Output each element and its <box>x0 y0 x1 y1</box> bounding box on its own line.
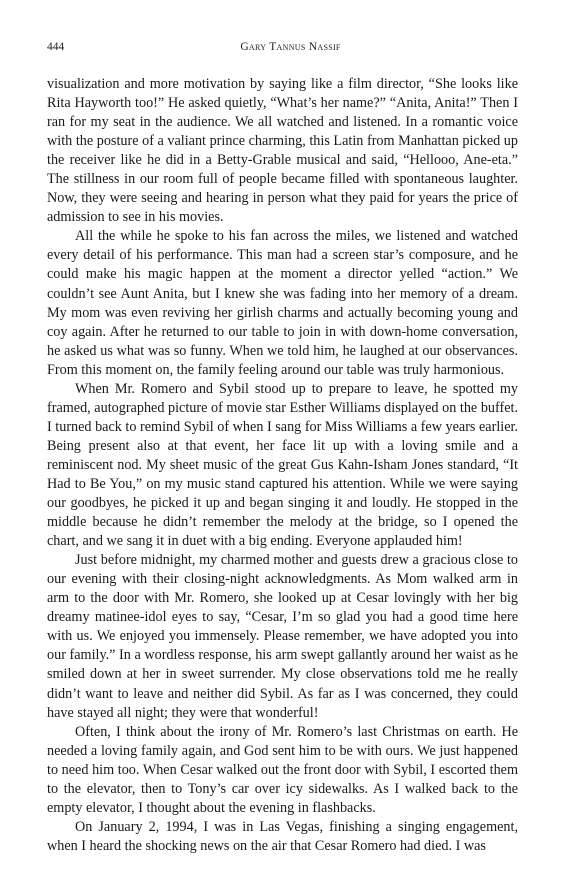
body-text <box>47 75 518 856</box>
running-header <box>47 41 534 57</box>
paragraph: Just before midnight, my charmed mother and guests drew a gracious close to our evening with their closing-night acknowledgments. As Mom walked arm in arm to the door with Mr. Romero, she looked up at Cesar lovingly with her big dreamy matinee-idol eyes to say, “Cesar, I’m so glad you had a good time here with us. We enjoyed you immensely. Please remember, we have adopted you into our family.” In a wordless response, his arm swept gallantly around her waist as he smiled down at her in sweet surrender. My close observations told me he really didn’t want to leave and neither did Sybil. As far as I was concerned, they could have stayed all night; they were that wonderful! <box>47 552 518 721</box>
paragraph: visualization and more motivation by saying like a film director, “She looks like Rita Hayworth too!” He asked quietly, “What’s her name?” “Anita, Anita!” Then I ran for my seat in the audience. We all watched and listened. In a romantic voice with the posture of a valiant prince charming, this Latin from Manhattan picked up the receiver like he did in a Betty-Grable musical and said, “Hellooo, Ane-eta.” The stillness in our room full of people became filled with spontaneous laughter. Now, they were seeing and hearing in person what they paid for years the price of admission to see in his movies. <box>47 76 518 226</box>
paragraph: Often, I think about the irony of Mr. Romero’s last Christmas on earth. He needed a loving family again, and God sent him to be with ours. We just happened to need him too. When Cesar walked out the front door with Sybil, I escorted them to the elevator, then to Tony’s car over icy sidewalks. As I walked back to the empty elevator, I thought about the evening in flashbacks. <box>47 723 518 816</box>
paragraph: All the while he spoke to his fan across the miles, we listened and watched every detail of his performance. This man had a screen star’s composure, and he could make his magic happen at the moment a director yelled “action.” We couldn’t see Aunt Anita, but I knew she was fading into her memory of a dream. My mom was even reviving her girlish charms and actually becoming young and coy again. After he returned to our table to join in with down-home conversation, he asked us what was so funny. When we told him, he laughed at our observances. From this moment on, the family feeling around our table was truly harmonious. <box>47 228 518 378</box>
paragraph: On January 2, 1994, I was in Las Vegas, finishing a singing engagement, when I heard the shocking news on the air that Cesar Romero had died. I was <box>47 818 518 854</box>
paragraph: When Mr. Romero and Sybil stood up to prepare to leave, he spotted my framed, autographed picture of movie star Esther Williams displayed on the buffet. I turned back to remind Sybil of when I sang for Miss Williams a few years earlier. Being present also at that event, her face lit up with a loving smile and a reminiscent nod. My sheet music of the great Gus Kahn-Isham Jones standard, “It Had to Be You,” on my music stand captured his attention. While we were saying our goodbyes, he picked it up and began singing it and loudly. He stopped in the middle because he didn’t remember the melody at the bridge, so I opened the chart, and we sang it in duet with a big ending. Everyone applauded him! <box>47 380 518 550</box>
running-head-author: Gary Tannus Nassif <box>240 41 341 53</box>
page-number: 444 <box>47 41 65 53</box>
